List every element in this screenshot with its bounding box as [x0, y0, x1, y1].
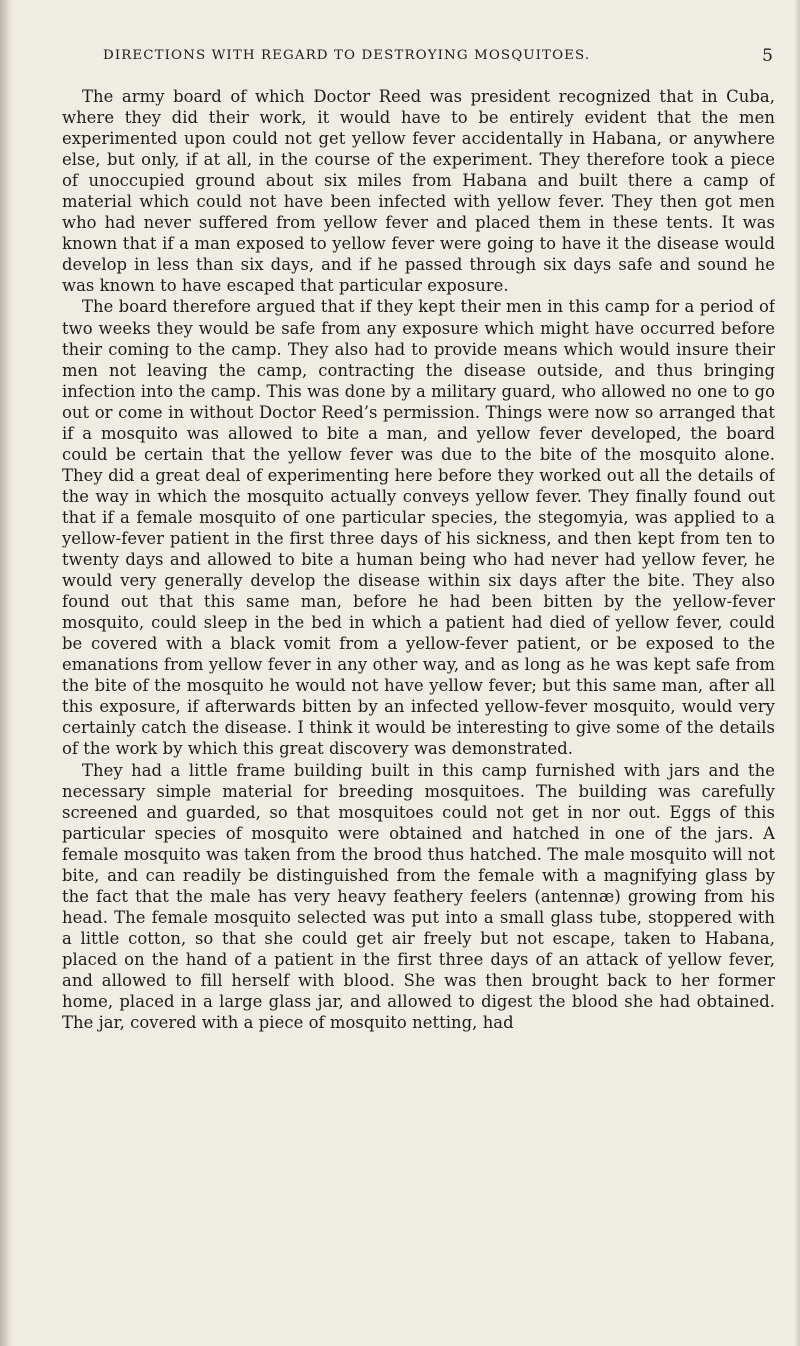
paragraph: The army board of which Doctor Reed was president recognized that in Cuba, where they did their work, it would have to be entirely evident that the men experimented upon could not get yellow fever accidentally in Habana, or anywhere else, but only, if at all, in the course of the experiment. They therefore took a piece of unoccupied ground about six miles from Habana and built there a camp of material which could not have been infected with yellow fever. They then got men who had never suffered from yellow fever and placed them in these tents. It was known that if a man exposed to yellow fever were going to have it the disease would develop in less than six days, and if he passed through six days safe and sound he was known to have escaped that particular exposure.	[62, 87, 775, 296]
running-head	[103, 48, 775, 68]
paragraph: The board therefore argued that if they kept their men in this camp for a period of two weeks they would be safe from any exposure which might have occurred before their coming to the camp. They also had to provide means which would insure their men not leaving the camp, contracting the disease outside, and thus bringing infection into the camp. This was done by a military guard, who allowed no one to go out or come in without Doctor Reed’s permission. Things were now so arranged that if a mosquito was allowed to bite a man, and yellow fever developed, the board could be certain that the yellow fever was due to the bite of the mosquito alone. They did a great deal of experimenting here before they worked out all the details of the way in which the mosquito actually conveys yellow fever. They finally found out that if a female mosquito of one particular species, the stegomyia, was applied to a yellow-fever patient in the first three days of his sickness, and then kept from ten to twenty days and allowed to bite a human being who had never had yellow fever, he would very generally develop the disease within six days after the bite. They also found out that this same man, before he had been bitten by the yellow-fever mosquito, could sleep in the bed in which a patient had died of yellow fever, could be covered with a black vomit from a yellow-fever patient, or be exposed to the emanations from yellow fever in any other way, and as long as he was kept safe from the bite of the mosquito he would not have yellow fever; but this same man, after all this exposure, if afterwards bitten by an infected yellow-fever mosquito, would very certainly catch the disease. I think it would be interesting to give some of the details of the work by which this great discovery was demonstrated.	[62, 297, 775, 759]
body-text	[62, 86, 775, 1326]
page-number: 5	[762, 46, 773, 66]
running-title: DIRECTIONS WITH REGARD TO DESTROYING MOSQUITOES.	[103, 48, 591, 63]
paragraph: They had a little frame building built in this camp furnished with jars and the necessary simple material for breeding mosquitoes. The building was carefully screened and guarded, so that mosquitoes could not get in nor out. Eggs of this particular species of mosquito were obtained and hatched in one of the jars. A female mosquito was taken from the brood thus hatched. The male mosquito will not bite, and can readily be distinguished from the female with a magnifying glass by the fact that the male has very heavy feathery feelers (antennæ) growing from his head. The female mosquito selected was put into a small glass tube, stoppered with a little cotton, so that she could get air freely but not escape, taken to Habana, placed on the hand of a patient in the first three days of an attack of yellow fever, and allowed to fill herself with blood. She was then brought back to her former home, placed in a large glass jar, and allowed to digest the blood she had obtained. The jar, covered with a piece of mosquito netting, had	[62, 760, 775, 1033]
page-binding-shadow	[0, 0, 14, 1346]
page-edge-shadow	[794, 0, 800, 1346]
